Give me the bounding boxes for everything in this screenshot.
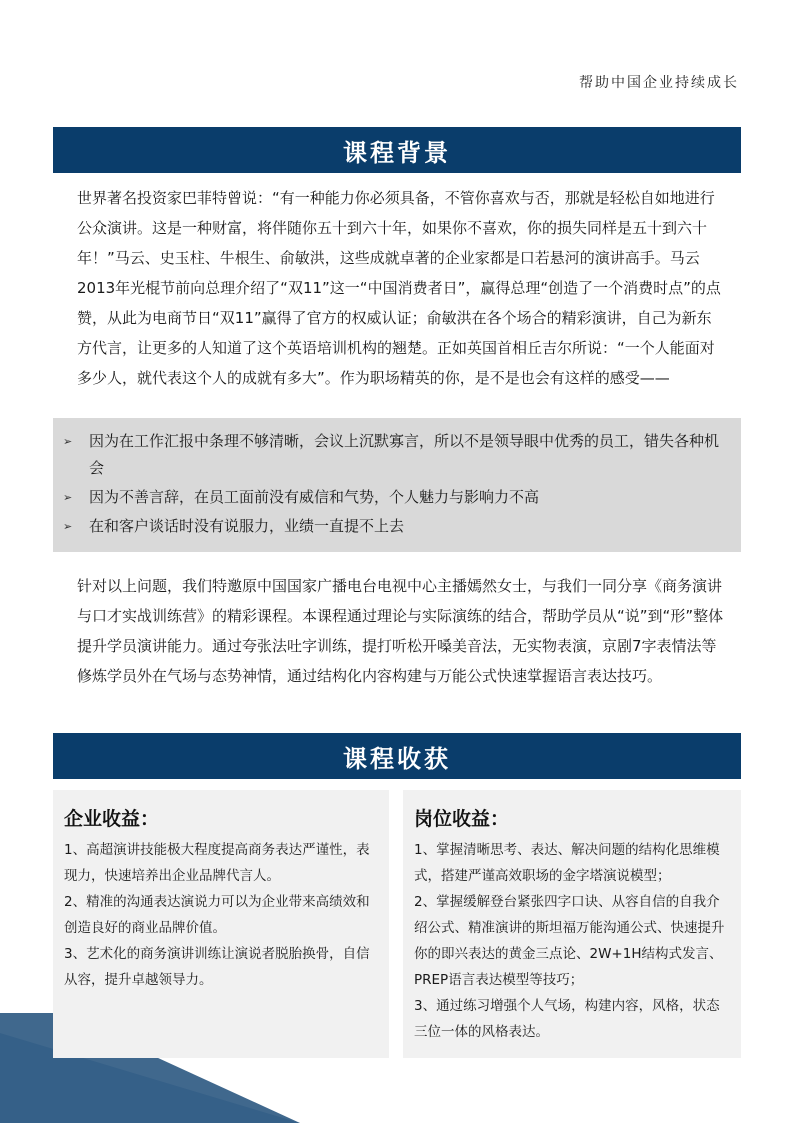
pain-points-list: [53, 418, 741, 540]
arrow-bullet-icon: ➢: [63, 520, 73, 533]
position-benefits-panel: [403, 790, 741, 1058]
background-intro-paragraph: 世界著名投资家巴菲特曾说：“有一种能力你必须具备，不管你喜欢与否，那就是轻松自如地进行公众演讲。这是一种财富，将伴随你五十到六十年，如果你不喜欢，你的损失同样是五十到六十年！”马云、史玉柱、牛根生、俞敏洪，这些成就卓著的企业家都是口若悬河的演讲高手。马云2013年光棍节前向总理介绍了“双11”这一“中国消费者日”，赢得总理“创造了一个消费时点”的点赞，从此为电商节日“双11”赢得了官方的权威认证；俞敏洪在各个场合的精彩演讲，自己为新东方代言，让更多的人知道了这个英语培训机构的翘楚。正如英国首相丘吉尔所说：“一个人能面对多少人，就代表这个人的成就有多大”。作为职场精英的你，是不是也会有这样的感受——: [77, 189, 721, 387]
enterprise-benefit-item: 3、艺术化的商务演讲训练让演说者脱胎换骨，自信从容，提升卓越领导力。: [64, 946, 370, 988]
pain-points-box: [53, 418, 741, 552]
enterprise-benefits-list: [64, 837, 379, 993]
enterprise-benefits-heading: 企业收益：: [64, 808, 160, 830]
course-gains-banner: [53, 733, 741, 779]
course-background-title: 课程背景: [343, 138, 451, 167]
position-benefit-item: 1、掌握清晰思考、表达、解决问题的结构化思维模式，搭建严谨高效职场的金字塔演说模型；: [414, 842, 720, 884]
pain-point-item: [53, 484, 741, 511]
header-tagline: 帮助中国企业持续成长: [579, 75, 739, 91]
enterprise-benefit-item: 2、精准的沟通表达演说力可以为企业带来高绩效和创造良好的商业品牌价值。: [64, 894, 370, 936]
arrow-bullet-icon: ➢: [63, 491, 73, 504]
pain-point-text: 因为在工作汇报中条理不够清晰，会议上沉默寡言，所以不是领导眼中优秀的员工，错失各种机会: [89, 432, 720, 477]
course-background-banner: [53, 127, 741, 173]
pain-point-item: [53, 513, 741, 540]
enterprise-benefit-item: 1、高超演讲技能极大程度提高商务表达严谨性，表现力，快速培养出企业品牌代言人。: [64, 842, 370, 884]
enterprise-benefits-panel: [53, 790, 389, 1058]
position-benefits-list: [414, 837, 731, 1045]
pain-point-text: 在和客户谈话时没有说服力，业绩一直提不上去: [89, 517, 405, 535]
pain-point-item: [53, 428, 741, 482]
solution-paragraph: 针对以上问题，我们特邀原中国国家广播电台电视中心主播嫣然女士，与我们一同分享《商务演讲与口才实战训练营》的精彩课程。本课程通过理论与实际演练的结合，帮助学员从“说”到“形”整体提升学员演讲能力。通过夸张法吐字训练，提打听松开嗓美音法，无实物表演，京剧7字表情法等修炼学员外在气场与态势神情，通过结构化内容构建与万能公式快速掌握语言表达技巧。: [77, 577, 724, 685]
course-gains-title: 课程收获: [343, 744, 451, 773]
arrow-bullet-icon: ➢: [63, 435, 73, 448]
position-benefit-item: 2、掌握缓解登台紧张四字口诀、从容自信的自我介绍公式、精准演讲的斯坦福万能沟通公式、快速提升你的即兴表达的黄金三点论、2W+1H结构式发言、PREP语言表达模型等技巧；: [414, 894, 725, 988]
position-benefits-heading: 岗位收益：: [414, 808, 510, 830]
position-benefit-item: 3、通过练习增强个人气场，构建内容，风格，状态三位一体的风格表达。: [414, 998, 720, 1040]
pain-point-text: 因为不善言辞，在员工面前没有威信和气势，个人魅力与影响力不高: [89, 488, 540, 506]
